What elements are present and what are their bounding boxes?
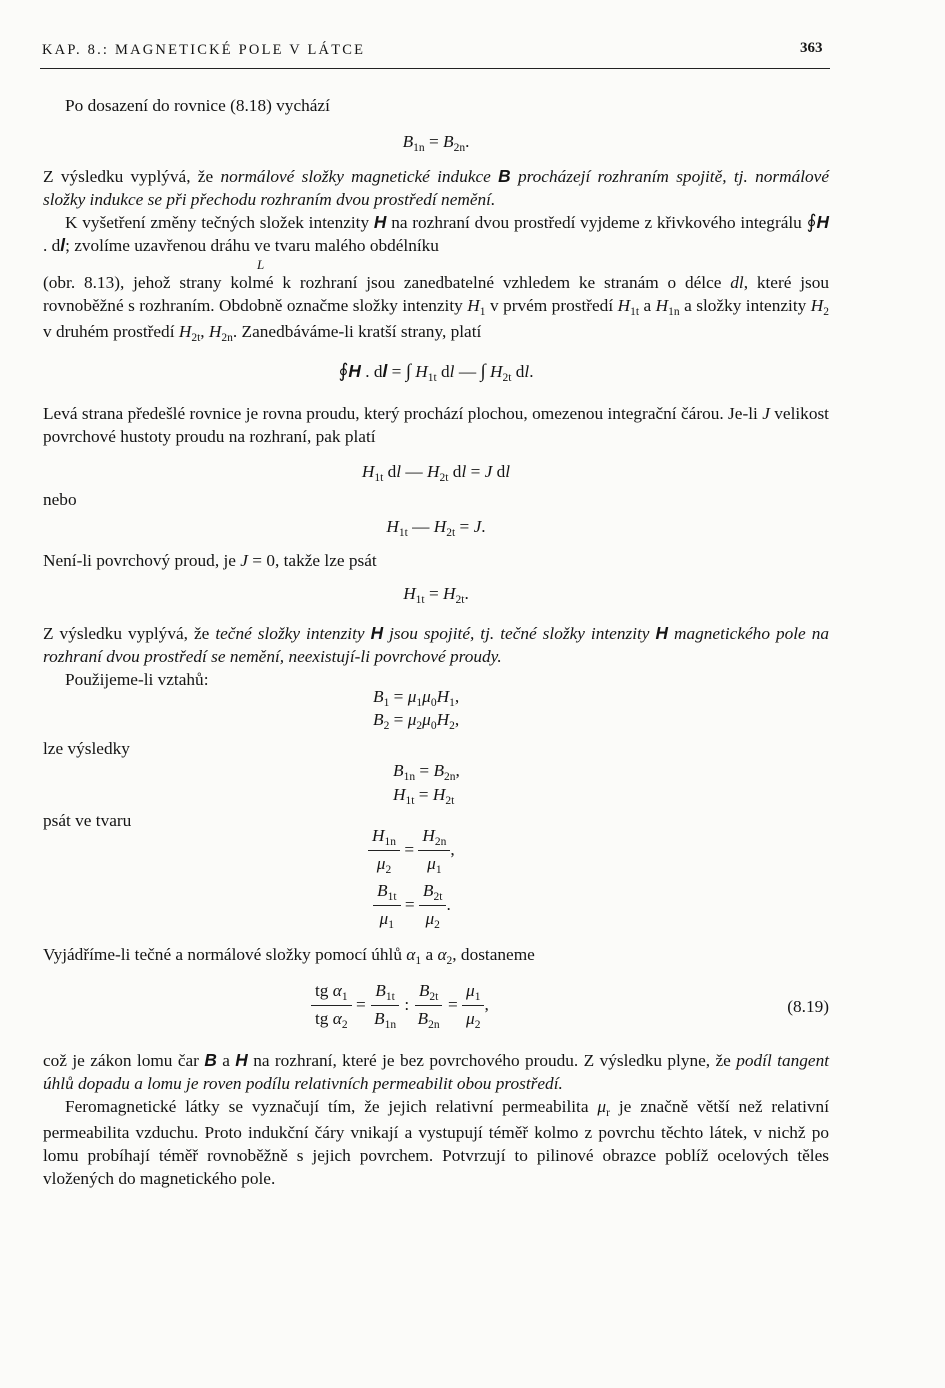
equation-b1: $B_1 = \mu_1\mu_0H_1$, (373, 687, 460, 709)
paragraph-6: Není-li povrchový proud, je J = 0, takže lze psát (43, 551, 377, 570)
paragraph-5: Levá strana předešlé rovnice je rovna proudu, který prochází plochou, omezenou integrační čárou. Je-li J velikost povrchové hustoty proudu na rozhraní, pak platí (43, 404, 829, 446)
equation-tangential-equal: $H_{1t} = H_{2t}$. (403, 584, 469, 606)
equation-ht-repeat: $H_{1t} = H_{2t}$ (393, 785, 455, 807)
phrase-lze-vysledky: lze výsledky (43, 739, 130, 758)
equation-h-ratio: $\frac{H_{1n}}{\mu_2}$ = $\frac{H_{2n}}{\mu_1}$ , (368, 826, 455, 876)
equation-b2: $B_2 = \mu_2\mu_0H_2$, (373, 710, 460, 732)
equation-b-ratio: $\frac{B_{1t}}{\mu_1}$ = $\frac{B_{2t}}{\mu_2}$ . (373, 881, 451, 931)
header-rule (40, 68, 830, 69)
paragraph-4: (obr. 8.13), jehož strany kolmé k rozhraní jsou zanedbatelné vzhledem ke stranám o délce dl, které jsou rovnoběžné s rozhraním. Obdobně označme složky intenzity $H_1$ v prvém prostředí $H_{1t}$ a $H_{1n}$ a složky intenzity $H_2$ v druhém prostředí $H_{2t}$, $H_{2n}$. Zanedbáváme-li kratší strany, platí (43, 273, 829, 344)
running-head: KAP. 8.: MAGNETICKÉ POLE V LÁTCE (42, 42, 366, 58)
equation-number: (8.19) (787, 997, 829, 1016)
equations-constitutive (43, 687, 829, 931)
paragraph-11: Feromagnetické látky se vyznačují tím, že jejich relativní permeabilita $\mu_r$ je značně větší než relativní permeabilita vzduchu. Proto indukční čáry vnikají a vystupují téměř kolmo z povrchu těchto látek, v nichž po lomu probíhají téměř rovnoběžně s jejich povrchem. Potvrzují to pilinové obrazce poblíž ocelových těles vložených do magnetického pole. (43, 1097, 829, 1188)
equation-bn: $B_{1n} = B_{2n}$. (402, 132, 470, 154)
paragraph-2: Z výsledku vyplývá, že normálové složky magnetické indukce B procházejí rozhraním spojitě, tj. normálové složky indukce se při přechodu rozhraním dvou prostředí nemění. (43, 166, 829, 209)
equation-tangential-j: $H_{1t}$ — $H_{2t} = J$. (386, 517, 486, 539)
equation-circulation: ∮H . dl = ∫ $H_{1t}$ dl — ∫ $H_{2t}$ dl. (338, 361, 534, 384)
equation-8-19: $\frac{tg \alpha_1}{tg \alpha_2}$ = $\frac{B_{1t}}{B_{1n}}$ : $\frac{B_{2t}}{B_{2n}}$ = $\frac{\mu_1}{\mu_2}$ , (8.19) (43, 977, 829, 1039)
page-number: 363 (800, 40, 823, 56)
paragraph-8: Použijeme-li vztahů: (65, 670, 209, 689)
page-body (43, 94, 829, 1190)
word-nebo: nebo (43, 490, 77, 509)
equation-current: $H_{1t}$ dl — $H_{2t}$ dl = J dl (361, 462, 511, 484)
phrase-psat-ve-tvaru: psát ve tvaru (43, 811, 132, 830)
paragraph-10: což je zákon lomu čar B a H na rozhraní, které je bez povrchového proudu. Z výsledku plyne, že podíl tangent úhlů dopadu a lomu je roven podílu relativních permeabilit obou prostředí. (43, 1050, 830, 1093)
equation-bn-repeat: $B_{1n} = B_{2n}$, (393, 761, 460, 783)
paragraph-9: Vyjádříme-li tečné a normálové složky pomocí úhlů $\alpha_1$ a $\alpha_2$, dostaneme (43, 945, 535, 967)
paragraph-7: Z výsledku vyplývá, že tečné složky intenzity H jsou spojité, tj. tečné složky intenzity H magnetického pole na rozhraní dvou prostředí se nemění, neexistují-li povrchové proudy. (43, 623, 830, 666)
paragraph-1: Po dosazení do rovnice (8.18) vychází (65, 96, 330, 115)
paragraph-3: K vyšetření změny tečných složek intenzity H na rozhraní dvou prostředí vyjdeme z křivkového integrálu ∮H . dl; zvolíme uzavřenou dráhu ve tvaru malého obdélníku (43, 212, 829, 255)
contour-subscript-row: L (257, 257, 265, 272)
